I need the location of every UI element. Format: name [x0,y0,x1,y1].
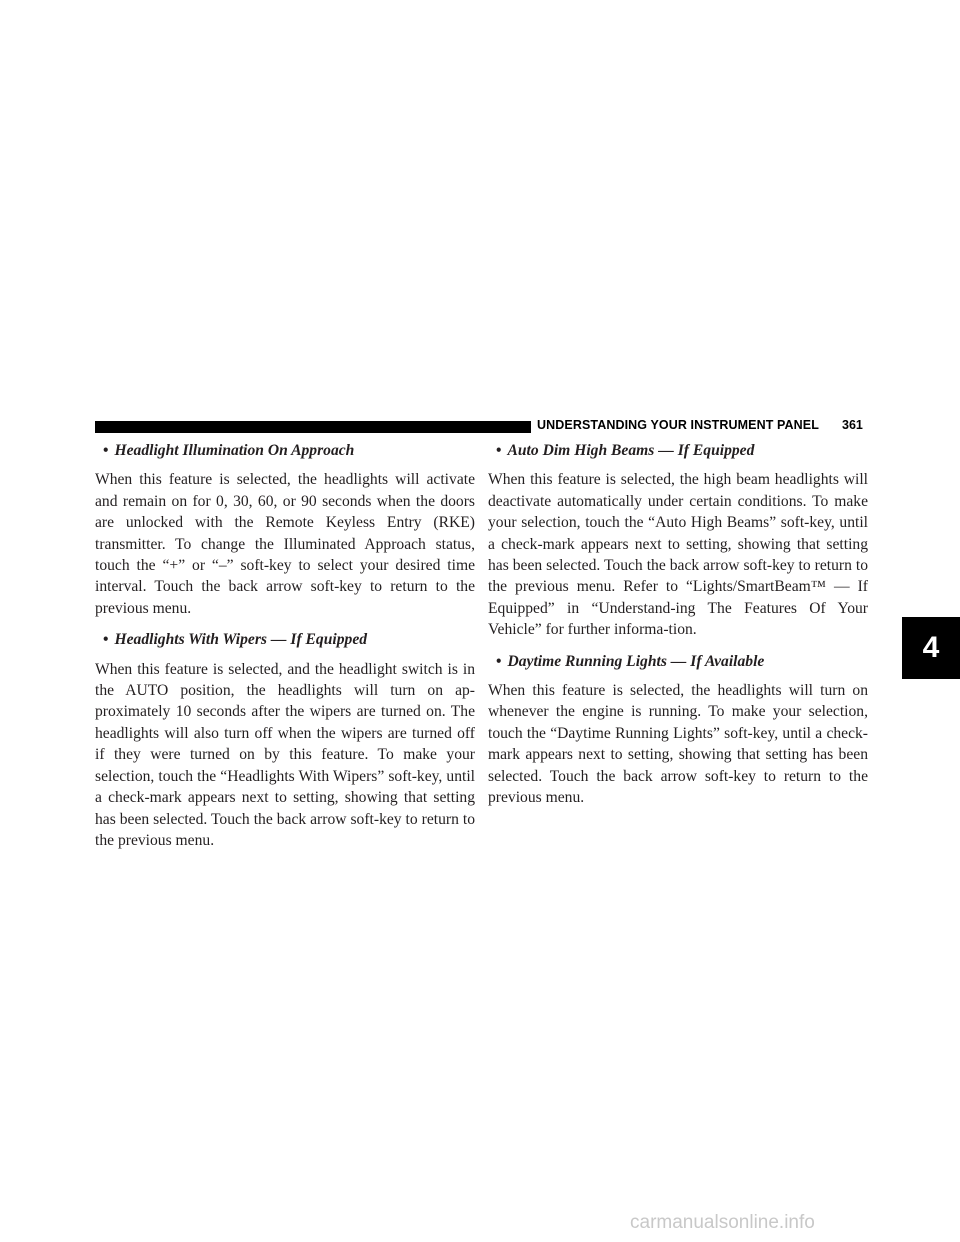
right-column [488,440,868,819]
section-heading [488,651,868,672]
section-body: When this feature is selected, and the headlight switch is in the AUTO position, the headlights will turn on ap-proximately 10 seconds after the wipers are turned on. The headlights will also turn off when the wipers are turned off if they were turned on by this feature. To make your selection, touch the “Headlights With Wipers” soft-key, until a check-mark appears next to setting, showing that setting has been selected. Touch the back arrow soft-key to return to the previous menu. [95,660,475,849]
chapter-tab: 4 [902,617,960,679]
bullet-icon: • [496,442,502,459]
section-heading-text: Headlight Illumination On Approach [114,442,355,459]
section-heading [95,629,475,650]
watermark-text: carmanualsonline.info [630,1212,815,1233]
section-heading-text: Daytime Running Lights — If Available [507,652,765,670]
bullet-icon: • [496,652,502,670]
running-header-title: UNDERSTANDING YOUR INSTRUMENT PANEL [537,418,819,432]
page-number: 361 [842,418,863,432]
section-body: When this feature is selected, the headlights will activate and remain on for 0, 30, 60, or 90 seconds when the doors are unlocked with the Remote Keyless Entry (RKE) transmitter. To change the Illuminated Approach status, touch the “+” or “–” soft-key to select your desired time interval. Touch the back arrow soft-key to return to the previous menu. [95,471,475,617]
section-heading [488,440,868,461]
section-heading [95,440,475,461]
bullet-icon: • [103,631,109,649]
header-rule [95,421,531,433]
section-body: When this feature is selected, the high beam headlights will deactivate automatically under certain conditions. To make your selection, touch the “Auto High Beams” soft-key, until a check-mark appears next to setting, showing that setting has been selected. Touch the back arrow soft-key to return to the previous menu. Refer to “Lights/SmartBeam™ — If Equipped” in “Understand-ing The Features Of Your Vehicle” for further informa-tion. [488,471,868,639]
section-body: When this feature is selected, the headlights will turn on whenever the engine is running. To make your selection, touch the “Daytime Running Lights” soft-key, until a check-mark appears next to setting, showing that setting has been selected. Touch the back arrow soft-key to return to the previous menu. [488,682,868,807]
left-column [95,440,475,861]
section-heading-text: Headlights With Wipers — If Equipped [114,631,368,649]
bullet-icon: • [103,442,109,459]
section-heading-text: Auto Dim High Beams — If Equipped [507,442,755,459]
